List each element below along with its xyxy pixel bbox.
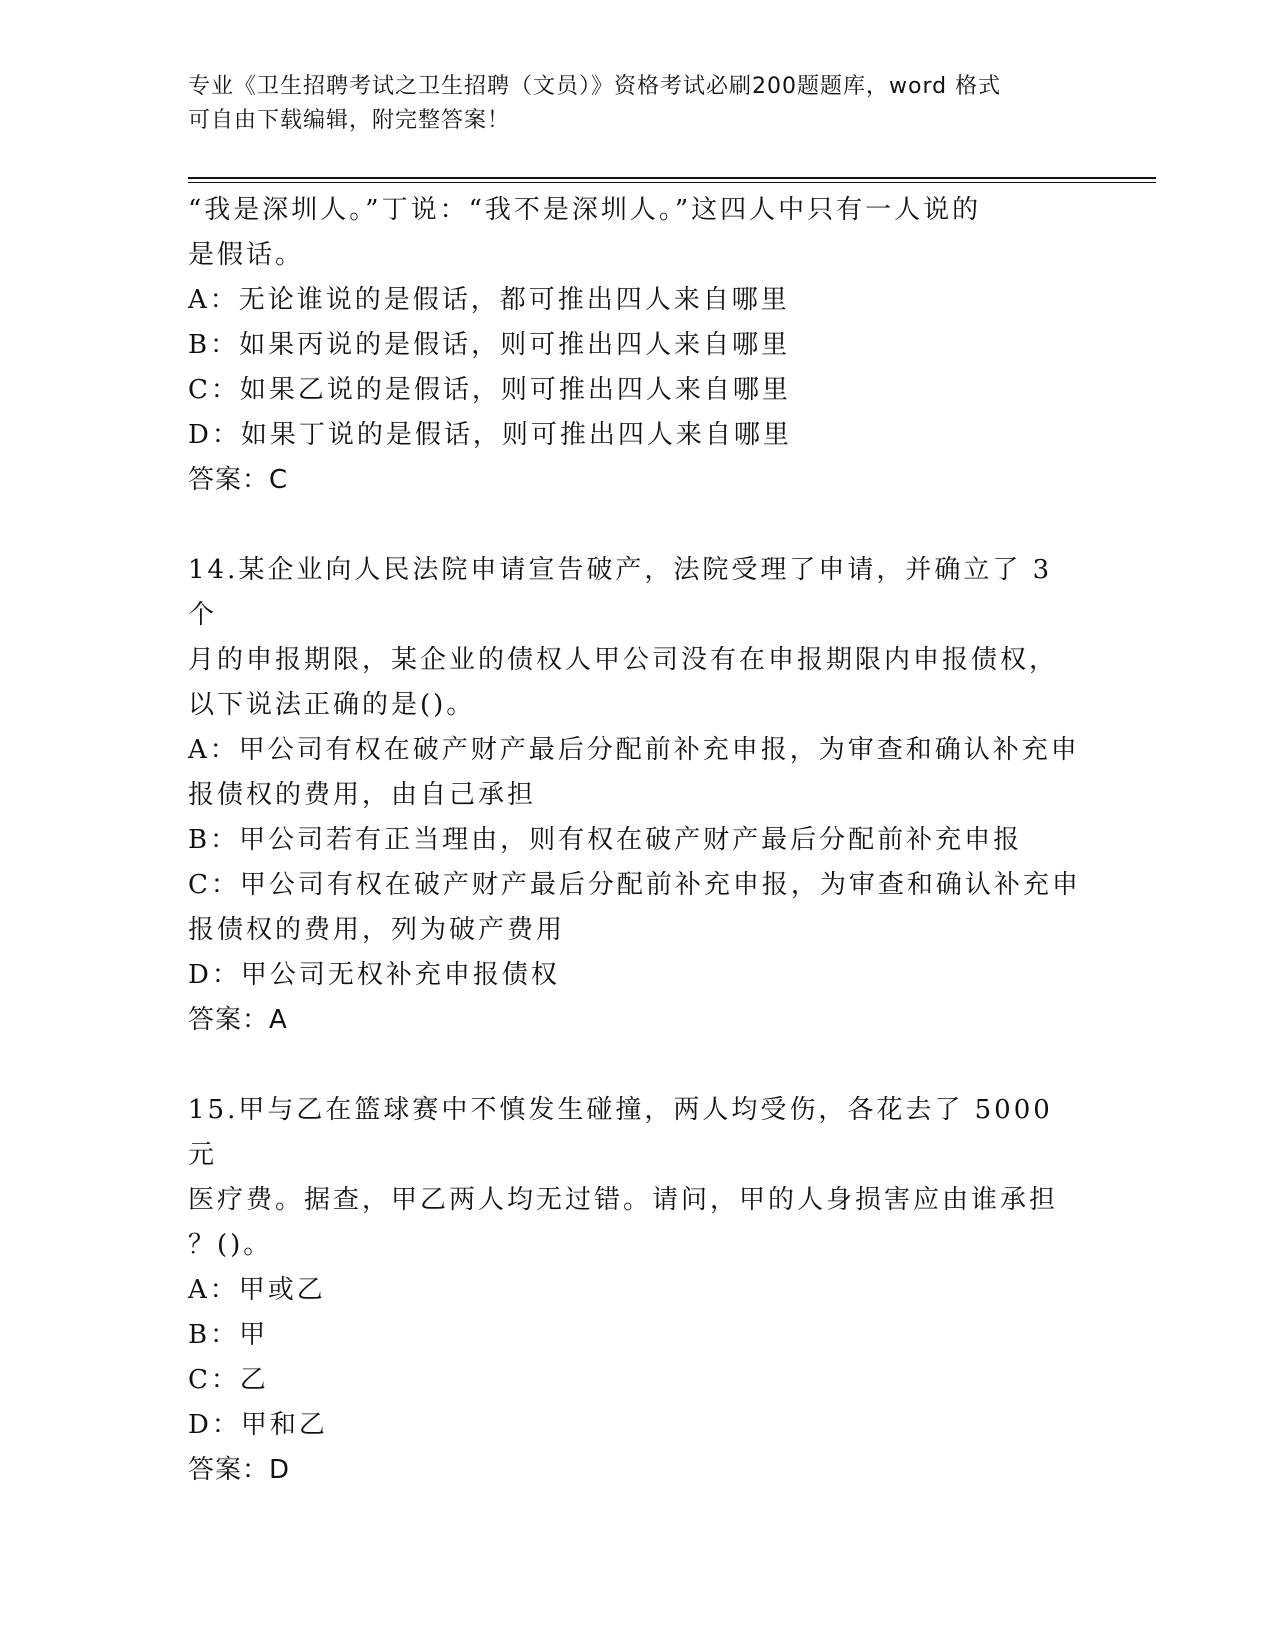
option-c: C：乙 [188,1365,269,1395]
option-b: B：如果丙说的是假话，则可推出四人来自哪里 [188,330,791,360]
question-stem: 14.某企业向人民法院申请宣告破产，法院受理了申请，并确立了 3 个 [188,555,1053,630]
question-stem: 医疗费。据查，甲乙两人均无过错。请问，甲的人身损害应由谁承担 [188,1185,1059,1215]
option-c: C：如果乙说的是假话，则可推出四人来自哪里 [188,375,791,405]
option-a: A：甲公司有权在破产财产最后分配前补充申报，为审查和确认补充申 [188,735,1080,765]
option-c: C：甲公司有权在破产财产最后分配前补充申报，为审查和确认补充申 [188,870,1081,900]
question-14 [188,548,1088,1043]
question-stem: 月的申报期限，某企业的债权人甲公司没有在申报期限内申报债权， [188,645,1059,675]
option-a: A：甲或乙 [188,1275,326,1305]
header-rule-thin [188,182,1156,183]
question-list [188,188,1088,1493]
question-stem: 以下说法正确的是()。 [188,690,476,720]
answer: 答案：C [188,465,289,495]
answer: 答案：A [188,1005,288,1035]
question-stem: 15.甲与乙在篮球赛中不慎发生碰撞，两人均受伤，各花去了 5000 元 [188,1095,1053,1170]
option-d: D：如果丁说的是假话，则可推出四人来自哪里 [188,420,792,450]
header-rule-thick [188,177,1156,179]
header-line-2: 可自由下载编辑，附完整答案！ [188,108,511,133]
question-13 [188,188,1088,503]
option-a: 报债权的费用，由自己承担 [188,780,537,810]
document-header [188,70,1068,138]
option-d: D：甲公司无权补充申报债权 [188,960,560,990]
option-d: D：甲和乙 [188,1410,328,1440]
question-stem: 是假话。 [188,240,305,270]
option-c: 报债权的费用，列为破产费用 [188,915,566,945]
option-b: B：甲 [188,1320,269,1350]
question-stem: ？()。 [188,1230,273,1260]
header-line-1: 专业《卫生招聘考试之卫生招聘（文员）》资格考试必刷200题题库，word 格式 [188,74,1002,99]
question-15 [188,1088,1088,1493]
answer: 答案：D [188,1455,291,1485]
option-b: B：甲公司若有正当理由，则有权在破产财产最后分配前补充申报 [188,825,1023,855]
option-a: A：无论谁说的是假话，都可推出四人来自哪里 [188,285,790,315]
question-stem: “我是深圳人。”丁说：“我不是深圳人。”这四人中只有一人说的 [188,195,982,225]
